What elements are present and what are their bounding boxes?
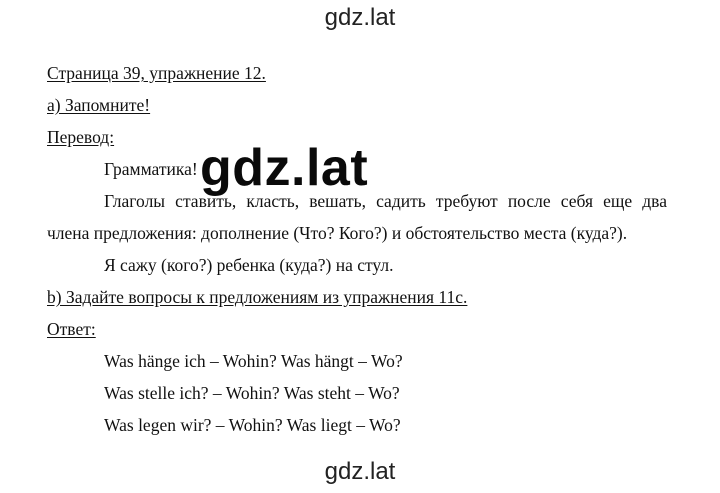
answer-label: Ответ: (47, 319, 96, 339)
answer-line-3: Was legen wir? – Wohin? Was liegt – Wo? (104, 415, 401, 435)
answer-line-2: Was stelle ich? – Wohin? Was steht – Wo? (104, 383, 400, 403)
watermark-top: gdz.lat (324, 4, 396, 31)
rule-line-1: Глаголы ставить, класть, вешать, садить требуют после себя еще два (104, 191, 667, 211)
example-line: Я сажу (кого?) ребенка (куда?) на стул. (104, 255, 394, 275)
watermark-bottom: gdz.lat (324, 458, 396, 485)
rule-line-2: члена предложения: дополнение (Что? Кого?) и обстоятельство места (куда?). (47, 223, 628, 243)
page-heading: Страница 39, упражнение 12. (47, 63, 266, 83)
grammar-line: Грамматика! (104, 159, 198, 179)
translation-label: Перевод: (47, 127, 115, 147)
answer-line-1: Was hänge ich – Wohin? Was hängt – Wo? (104, 351, 403, 371)
part-b-title: b) Задайте вопросы к предложениям из упражнения 11c. (47, 287, 468, 307)
part-a-title: a) Запомните! (47, 95, 151, 115)
document-body (47, 57, 667, 441)
watermark-center: gdz.lat (200, 139, 369, 197)
